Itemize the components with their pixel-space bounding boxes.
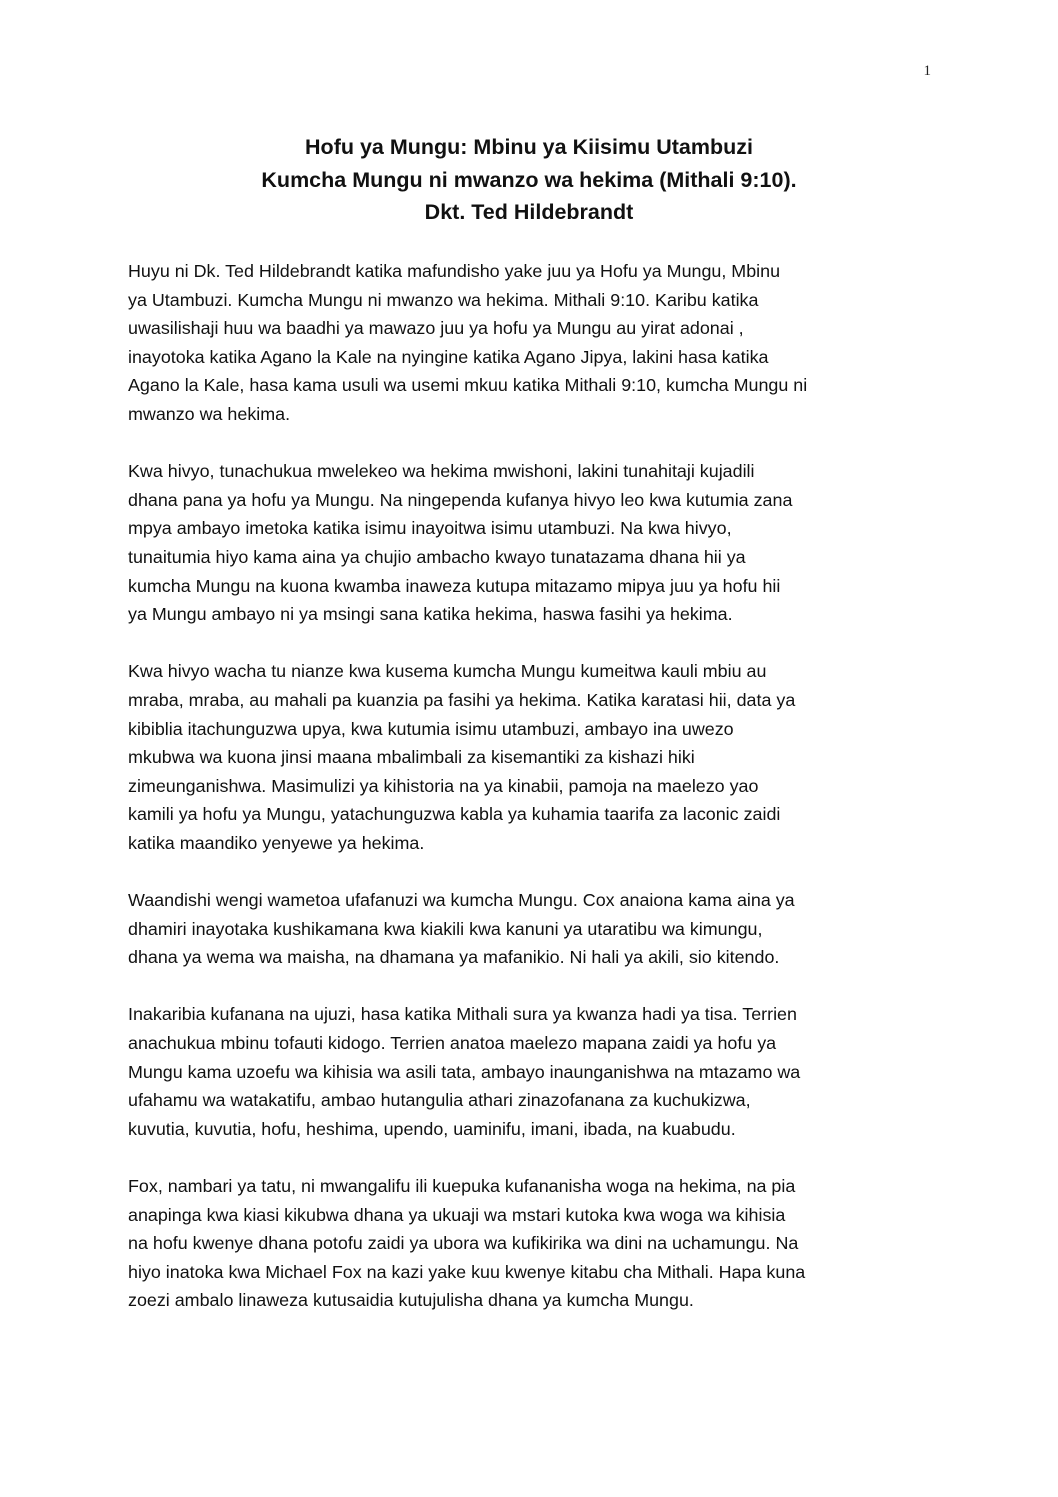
document-title	[0, 131, 1058, 229]
paragraph: Kwa hivyo, tunachukua mwelekeo wa hekima mwishoni, lakini tunahitaji kujadili dhana pana ya hofu ya Mungu. Na ningependa kufanya hivyo leo kwa kutumia zana mpya ambayo imetoka katika isimu inayoitwa isimu utambuzi. Na kwa hivyo, tunaitumia hiyo kama aina ya chujio ambacho kwayo tunatazama dhana hii ya kumcha Mungu na kuona kwamba inaweza kutupa mitazamo mipya juu ya hofu hii ya Mungu ambayo ni ya msingi sana katika hekima, haswa fasihi ya hekima.	[128, 461, 793, 625]
document-body	[128, 257, 933, 1344]
title-line-subtitle: Kumcha Mungu ni mwanzo wa hekima (Mithali 9:10).	[261, 167, 797, 192]
title-line-main: Hofu ya Mungu: Mbinu ya Kiisimu Utambuzi	[305, 135, 753, 159]
paragraph: Waandishi wengi wametoa ufafanuzi wa kumcha Mungu. Cox anaiona kama aina ya dhamiri inayotaka kushikamana kwa kiakili kwa kanuni ya utaratibu wa kimungu, dhana ya wema wa maisha, na dhamana ya mafanikio. Ni hali ya akili, sio kitendo.	[128, 890, 795, 968]
paragraph: Fox, nambari ya tatu, ni mwangalifu ili kuepuka kufananisha woga na hekima, na pia anapinga kwa kiasi kikubwa dhana ya ukuaji wa mstari kutoka kwa woga wa kihisia na hofu kwenye dhana potofu zaidi ya ubora wa kufikirika wa dini na uchamungu. Na hiyo inatoka kwa Michael Fox na kazi yake kuu kwenye kitabu cha Mithali. Hapa kuna zoezi ambalo linaweza kutusaidia kutujulisha dhana ya kumcha Mungu.	[128, 1176, 806, 1311]
paragraph: Kwa hivyo wacha tu nianze kwa kusema kumcha Mungu kumeitwa kauli mbiu au mraba, mraba, au mahali pa kuanzia pa fasihi ya hekima. Katika karatasi hii, data ya kibiblia itachunguzwa upya, kwa kutumia isimu utambuzi, ambayo ina uwezo mkubwa wa kuona jinsi maana mbalimbali za kisemantiki za kishazi hiki zimeunganishwa. Masimulizi ya kihistoria na ya kinabii, pamoja na maelezo yao kamili ya hofu ya Mungu, yatachunguzwa kabla ya kuhamia taarifa za laconic zaidi katika maandiko yenyewe ya hekima.	[128, 661, 796, 853]
paragraph: Huyu ni Dk. Ted Hildebrandt katika mafundisho yake juu ya Hofu ya Mungu, Mbinu ya Utambuzi. Kumcha Mungu ni mwanzo wa hekima. Mithali 9:10. Karibu katika uwasilishaji huu wa baadhi ya mawazo juu ya hofu ya Mungu au yirat adonai , inayotoka katika Agano la Kale na nyingine katika Agano Jipya, lakini hasa katika Agano la Kale, hasa kama usuli wa usemi mkuu katika Mithali 9:10, kumcha Mungu ni mwanzo wa hekima.	[128, 261, 808, 424]
page-number: 1	[923, 63, 931, 79]
title-line-author: Dkt. Ted Hildebrandt	[424, 200, 634, 224]
paragraph: Inakaribia kufanana na ujuzi, hasa katika Mithali sura ya kwanza hadi ya tisa. Terrien anachukua mbinu tofauti kidogo. Terrien anatoa maelezo mapana zaidi ya hofu ya Mungu kama uzoefu wa kihisia wa asili tata, ambayo inaunganishwa na mtazamo wa ufahamu wa watakatifu, ambao hutangulia athari zinazofanana za kuchukizwa, kuvutia, kuvutia, hofu, heshima, upendo, uaminifu, imani, ibada, na kuabudu.	[128, 1004, 801, 1139]
